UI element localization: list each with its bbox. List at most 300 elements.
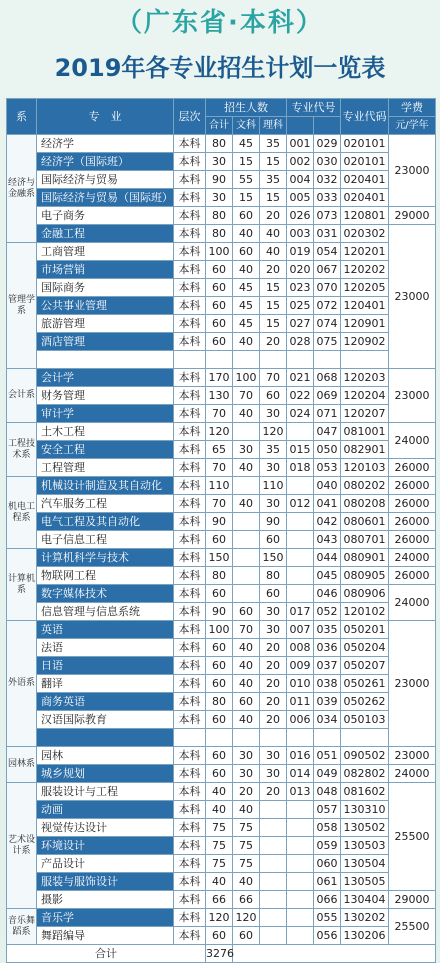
table-row bbox=[7, 819, 436, 837]
cell-c2: 035 bbox=[314, 621, 341, 639]
cell-major: 市场营销 bbox=[37, 261, 174, 279]
table-row bbox=[7, 387, 436, 405]
cell-sci: 80 bbox=[260, 567, 287, 585]
cell-level: 本科 bbox=[174, 513, 206, 531]
cell-c2: 032 bbox=[314, 171, 341, 189]
dept-cell: 机电工程系 bbox=[7, 477, 37, 549]
table-row bbox=[7, 639, 436, 657]
cell-arts: 40 bbox=[233, 639, 260, 657]
cell-total: 60 bbox=[206, 315, 233, 333]
cell-c1: 024 bbox=[287, 405, 314, 423]
cell-total: 80 bbox=[206, 567, 233, 585]
fee-cell: 25500 bbox=[389, 909, 436, 945]
cell-major: 服装与服饰设计 bbox=[37, 873, 174, 891]
cell-total: 60 bbox=[206, 765, 233, 783]
cell-code: 050204 bbox=[341, 639, 389, 657]
fee-cell: 23000 bbox=[389, 225, 436, 369]
cell-total: 90 bbox=[206, 513, 233, 531]
cell-major: 经济学（国际班） bbox=[37, 153, 174, 171]
cell-c2: 046 bbox=[314, 585, 341, 603]
table-row bbox=[7, 621, 436, 639]
cell-code bbox=[341, 351, 389, 369]
cell-c2: 051 bbox=[314, 747, 341, 765]
cell-total: 170 bbox=[206, 369, 233, 387]
cell-major: 电子商务 bbox=[37, 207, 174, 225]
cell-arts: 70 bbox=[233, 387, 260, 405]
header-major-code: 专业代码 bbox=[341, 99, 389, 135]
cell-c1: 027 bbox=[287, 315, 314, 333]
total-label: 合计 bbox=[7, 945, 206, 963]
cell-major: 旅游管理 bbox=[37, 315, 174, 333]
header-level: 层次 bbox=[174, 99, 206, 135]
cell-major: 摄影 bbox=[37, 891, 174, 909]
cell-level: 本科 bbox=[174, 171, 206, 189]
cell-c1: 025 bbox=[287, 297, 314, 315]
cell-c2: 039 bbox=[314, 693, 341, 711]
cell-level: 本科 bbox=[174, 711, 206, 729]
cell-c2: 059 bbox=[314, 837, 341, 855]
cell-code: 130503 bbox=[341, 837, 389, 855]
cell-total: 30 bbox=[206, 189, 233, 207]
cell-c1: 017 bbox=[287, 603, 314, 621]
cell-c2: 047 bbox=[314, 423, 341, 441]
cell-total: 110 bbox=[206, 477, 233, 495]
cell-arts: 45 bbox=[233, 315, 260, 333]
cell-major: 服装设计与工程 bbox=[37, 783, 174, 801]
cell-sci: 20 bbox=[260, 207, 287, 225]
cell-sci bbox=[260, 927, 287, 945]
cell-major: 工商管理 bbox=[37, 243, 174, 261]
cell-total: 66 bbox=[206, 891, 233, 909]
fee-cell: 26000 bbox=[389, 531, 436, 549]
cell-major: 园林 bbox=[37, 747, 174, 765]
fee-cell: 24000 bbox=[389, 549, 436, 567]
table-row bbox=[7, 207, 436, 225]
cell-c1 bbox=[287, 855, 314, 873]
cell-arts: 40 bbox=[233, 495, 260, 513]
cell-sci: 20 bbox=[260, 333, 287, 351]
cell-level: 本科 bbox=[174, 747, 206, 765]
cell-arts: 40 bbox=[233, 675, 260, 693]
cell-code: 120207 bbox=[341, 405, 389, 423]
cell-sci bbox=[260, 351, 287, 369]
cell-c1: 022 bbox=[287, 387, 314, 405]
cell-c2: 060 bbox=[314, 855, 341, 873]
cell-total: 60 bbox=[206, 585, 233, 603]
table-row bbox=[7, 567, 436, 585]
fee-cell: 26000 bbox=[389, 567, 436, 585]
fee-cell: 25500 bbox=[389, 783, 436, 891]
cell-c1 bbox=[287, 585, 314, 603]
cell-c2: 066 bbox=[314, 891, 341, 909]
cell-level: 本科 bbox=[174, 855, 206, 873]
cell-sci: 15 bbox=[260, 153, 287, 171]
fee-cell: 26000 bbox=[389, 477, 436, 495]
cell-c1: 011 bbox=[287, 693, 314, 711]
cell-c2: 038 bbox=[314, 675, 341, 693]
cell-arts: 75 bbox=[233, 855, 260, 873]
cell-major: 酒店管理 bbox=[37, 333, 174, 351]
cell-level: 本科 bbox=[174, 369, 206, 387]
cell-sci: 30 bbox=[260, 621, 287, 639]
cell-code: 080202 bbox=[341, 477, 389, 495]
cell-level: 本科 bbox=[174, 189, 206, 207]
table-row bbox=[7, 135, 436, 153]
cell-sci: 20 bbox=[260, 675, 287, 693]
cell-code: 081001 bbox=[341, 423, 389, 441]
cell-c1 bbox=[287, 477, 314, 495]
table-row bbox=[7, 495, 436, 513]
cell-c1 bbox=[287, 927, 314, 945]
cell-level bbox=[174, 729, 206, 747]
cell-sci: 15 bbox=[260, 279, 287, 297]
cell-total: 60 bbox=[206, 297, 233, 315]
dept-cell: 园林系 bbox=[7, 747, 37, 783]
cell-level: 本科 bbox=[174, 567, 206, 585]
cell-total: 150 bbox=[206, 549, 233, 567]
cell-major: 土木工程 bbox=[37, 423, 174, 441]
table-row bbox=[7, 153, 436, 171]
cell-major: 审计学 bbox=[37, 405, 174, 423]
cell-arts: 40 bbox=[233, 225, 260, 243]
cell-level: 本科 bbox=[174, 675, 206, 693]
table-row bbox=[7, 729, 436, 747]
cell-c1: 014 bbox=[287, 765, 314, 783]
cell-code: 130310 bbox=[341, 801, 389, 819]
cell-c1: 019 bbox=[287, 243, 314, 261]
cell-c1: 009 bbox=[287, 657, 314, 675]
cell-arts: 40 bbox=[233, 657, 260, 675]
header-major: 专 业 bbox=[37, 99, 174, 135]
table-row bbox=[7, 711, 436, 729]
cell-sci: 35 bbox=[260, 135, 287, 153]
cell-major: 信息管理与信息系统 bbox=[37, 603, 174, 621]
header-quota-total: 合计 bbox=[206, 117, 233, 135]
cell-code: 020101 bbox=[341, 153, 389, 171]
cell-major: 汽车服务工程 bbox=[37, 495, 174, 513]
fee-cell: 24000 bbox=[389, 765, 436, 783]
cell-c1 bbox=[287, 837, 314, 855]
cell-major: 国际经济与贸易 bbox=[37, 171, 174, 189]
table-row bbox=[7, 675, 436, 693]
cell-c1: 013 bbox=[287, 783, 314, 801]
cell-sci: 40 bbox=[260, 243, 287, 261]
cell-major bbox=[37, 351, 174, 369]
cell-arts: 40 bbox=[233, 261, 260, 279]
cell-code: 120401 bbox=[341, 297, 389, 315]
cell-total: 60 bbox=[206, 333, 233, 351]
cell-c2: 055 bbox=[314, 909, 341, 927]
cell-sci: 90 bbox=[260, 513, 287, 531]
cell-total: 75 bbox=[206, 837, 233, 855]
cell-level: 本科 bbox=[174, 423, 206, 441]
cell-level: 本科 bbox=[174, 405, 206, 423]
cell-c2: 029 bbox=[314, 135, 341, 153]
cell-major: 数字媒体技术 bbox=[37, 585, 174, 603]
cell-sci: 15 bbox=[260, 189, 287, 207]
cell-arts: 75 bbox=[233, 837, 260, 855]
cell-sci: 20 bbox=[260, 639, 287, 657]
header-code-group: 专业代号 bbox=[287, 99, 341, 117]
cell-arts: 15 bbox=[233, 153, 260, 171]
cell-c1 bbox=[287, 531, 314, 549]
cell-arts bbox=[233, 585, 260, 603]
cell-c2: 058 bbox=[314, 819, 341, 837]
cell-level: 本科 bbox=[174, 603, 206, 621]
cell-code: 130504 bbox=[341, 855, 389, 873]
cell-arts: 100 bbox=[233, 369, 260, 387]
cell-code: 080601 bbox=[341, 513, 389, 531]
cell-c2: 061 bbox=[314, 873, 341, 891]
cell-c2: 033 bbox=[314, 189, 341, 207]
cell-sci: 15 bbox=[260, 297, 287, 315]
cell-level: 本科 bbox=[174, 783, 206, 801]
cell-c2: 036 bbox=[314, 639, 341, 657]
cell-code: 120102 bbox=[341, 603, 389, 621]
header-quota-sci: 理科 bbox=[260, 117, 287, 135]
cell-c2 bbox=[314, 729, 341, 747]
cell-c1: 004 bbox=[287, 171, 314, 189]
cell-c2: 044 bbox=[314, 549, 341, 567]
cell-arts: 40 bbox=[233, 873, 260, 891]
cell-c2: 072 bbox=[314, 297, 341, 315]
table-row bbox=[7, 693, 436, 711]
cell-arts: 45 bbox=[233, 279, 260, 297]
table-row bbox=[7, 585, 436, 603]
cell-level: 本科 bbox=[174, 693, 206, 711]
fee-cell: 29000 bbox=[389, 891, 436, 909]
cell-major: 动画 bbox=[37, 801, 174, 819]
cell-sci: 35 bbox=[260, 171, 287, 189]
cell-code: 050201 bbox=[341, 621, 389, 639]
cell-c2: 057 bbox=[314, 801, 341, 819]
table-row bbox=[7, 531, 436, 549]
table-row bbox=[7, 441, 436, 459]
cell-code: 050262 bbox=[341, 693, 389, 711]
table-row bbox=[7, 783, 436, 801]
cell-sci bbox=[260, 819, 287, 837]
cell-major: 国际经济与贸易（国际班） bbox=[37, 189, 174, 207]
cell-level bbox=[174, 351, 206, 369]
cell-sci bbox=[260, 873, 287, 891]
cell-c2: 070 bbox=[314, 279, 341, 297]
cell-arts: 40 bbox=[233, 711, 260, 729]
cell-level: 本科 bbox=[174, 765, 206, 783]
cell-total bbox=[206, 729, 233, 747]
cell-total: 130 bbox=[206, 387, 233, 405]
cell-major: 财务管理 bbox=[37, 387, 174, 405]
cell-sci: 60 bbox=[260, 387, 287, 405]
cell-c2: 048 bbox=[314, 783, 341, 801]
cell-arts: 60 bbox=[233, 207, 260, 225]
cell-c1: 007 bbox=[287, 621, 314, 639]
cell-code: 080208 bbox=[341, 495, 389, 513]
cell-level: 本科 bbox=[174, 819, 206, 837]
cell-level: 本科 bbox=[174, 873, 206, 891]
cell-c1: 003 bbox=[287, 225, 314, 243]
cell-major: 音乐学 bbox=[37, 909, 174, 927]
cell-level: 本科 bbox=[174, 801, 206, 819]
cell-arts: 55 bbox=[233, 171, 260, 189]
cell-arts: 30 bbox=[233, 765, 260, 783]
cell-arts: 20 bbox=[233, 783, 260, 801]
cell-total: 60 bbox=[206, 747, 233, 765]
cell-total bbox=[206, 351, 233, 369]
cell-total: 70 bbox=[206, 459, 233, 477]
cell-c1: 006 bbox=[287, 711, 314, 729]
cell-sci: 120 bbox=[260, 423, 287, 441]
cell-level: 本科 bbox=[174, 279, 206, 297]
cell-level: 本科 bbox=[174, 549, 206, 567]
cell-arts: 40 bbox=[233, 459, 260, 477]
cell-c2: 034 bbox=[314, 711, 341, 729]
cell-level: 本科 bbox=[174, 207, 206, 225]
cell-sci: 40 bbox=[260, 225, 287, 243]
dept-cell: 管理学系 bbox=[7, 243, 37, 369]
cell-sci: 70 bbox=[260, 369, 287, 387]
cell-code: 050103 bbox=[341, 711, 389, 729]
cell-total: 70 bbox=[206, 495, 233, 513]
cell-c2: 031 bbox=[314, 225, 341, 243]
cell-total: 120 bbox=[206, 909, 233, 927]
cell-sci: 35 bbox=[260, 441, 287, 459]
cell-arts bbox=[233, 477, 260, 495]
cell-total: 60 bbox=[206, 531, 233, 549]
cell-major: 产品设计 bbox=[37, 855, 174, 873]
cell-sci: 20 bbox=[260, 711, 287, 729]
cell-major: 公共事业管理 bbox=[37, 297, 174, 315]
cell-code: 120202 bbox=[341, 261, 389, 279]
cell-major: 金融工程 bbox=[37, 225, 174, 243]
table-row bbox=[7, 405, 436, 423]
table-row bbox=[7, 657, 436, 675]
cell-c1: 005 bbox=[287, 189, 314, 207]
cell-sci: 110 bbox=[260, 477, 287, 495]
cell-level: 本科 bbox=[174, 927, 206, 945]
cell-major: 计算机科学与技术 bbox=[37, 549, 174, 567]
cell-arts: 60 bbox=[233, 693, 260, 711]
cell-sci: 20 bbox=[260, 783, 287, 801]
cell-major: 物联网工程 bbox=[37, 567, 174, 585]
cell-sci: 30 bbox=[260, 765, 287, 783]
cell-level: 本科 bbox=[174, 297, 206, 315]
cell-major: 城乡规划 bbox=[37, 765, 174, 783]
cell-c2: 049 bbox=[314, 765, 341, 783]
total-value: 3276 bbox=[206, 945, 233, 963]
cell-c1: 021 bbox=[287, 369, 314, 387]
cell-level: 本科 bbox=[174, 909, 206, 927]
cell-total: 100 bbox=[206, 243, 233, 261]
cell-arts: 60 bbox=[233, 243, 260, 261]
cell-sci: 30 bbox=[260, 747, 287, 765]
cell-sci bbox=[260, 855, 287, 873]
cell-sci: 150 bbox=[260, 549, 287, 567]
cell-major: 国际商务 bbox=[37, 279, 174, 297]
cell-c1 bbox=[287, 549, 314, 567]
cell-c2: 075 bbox=[314, 333, 341, 351]
cell-code: 090502 bbox=[341, 747, 389, 765]
cell-major: 会计学 bbox=[37, 369, 174, 387]
cell-major bbox=[37, 729, 174, 747]
dept-cell: 经济与金融系 bbox=[7, 135, 37, 243]
cell-total: 80 bbox=[206, 693, 233, 711]
dept-cell: 计算机系 bbox=[7, 549, 37, 621]
cell-c1 bbox=[287, 423, 314, 441]
cell-major: 电子信息工程 bbox=[37, 531, 174, 549]
cell-arts: 45 bbox=[233, 135, 260, 153]
cell-c1 bbox=[287, 513, 314, 531]
dept-cell: 音乐舞蹈系 bbox=[7, 909, 37, 945]
cell-c1: 002 bbox=[287, 153, 314, 171]
table-row bbox=[7, 315, 436, 333]
cell-c1: 028 bbox=[287, 333, 314, 351]
cell-arts bbox=[233, 531, 260, 549]
cell-c2: 040 bbox=[314, 477, 341, 495]
fee-cell: 24000 bbox=[389, 423, 436, 459]
cell-sci: 20 bbox=[260, 693, 287, 711]
table-row bbox=[7, 369, 436, 387]
cell-total: 60 bbox=[206, 675, 233, 693]
cell-code: 130202 bbox=[341, 909, 389, 927]
cell-code: 130505 bbox=[341, 873, 389, 891]
cell-code bbox=[341, 729, 389, 747]
cell-major: 工程管理 bbox=[37, 459, 174, 477]
cell-sci bbox=[260, 891, 287, 909]
table-row bbox=[7, 549, 436, 567]
cell-code: 020401 bbox=[341, 171, 389, 189]
cell-major: 环境设计 bbox=[37, 837, 174, 855]
cell-c2: 043 bbox=[314, 531, 341, 549]
cell-total: 75 bbox=[206, 855, 233, 873]
fee-cell: 29000 bbox=[389, 207, 436, 225]
cell-c1 bbox=[287, 801, 314, 819]
cell-total: 40 bbox=[206, 801, 233, 819]
cell-code: 020302 bbox=[341, 225, 389, 243]
cell-c2: 074 bbox=[314, 315, 341, 333]
cell-c2: 050 bbox=[314, 441, 341, 459]
cell-c2: 067 bbox=[314, 261, 341, 279]
table-row bbox=[7, 801, 436, 819]
table-row bbox=[7, 513, 436, 531]
table-row bbox=[7, 909, 436, 927]
table-row bbox=[7, 747, 436, 765]
table-row bbox=[7, 189, 436, 207]
cell-c1: 008 bbox=[287, 639, 314, 657]
cell-code: 120203 bbox=[341, 369, 389, 387]
cell-level: 本科 bbox=[174, 387, 206, 405]
cell-c2: 030 bbox=[314, 153, 341, 171]
cell-total: 60 bbox=[206, 657, 233, 675]
cell-major: 法语 bbox=[37, 639, 174, 657]
header-code-arts bbox=[287, 117, 314, 135]
table-row bbox=[7, 351, 436, 369]
cell-code: 080905 bbox=[341, 567, 389, 585]
admission-plan-table bbox=[6, 98, 436, 963]
cell-c2: 037 bbox=[314, 657, 341, 675]
cell-major: 英语 bbox=[37, 621, 174, 639]
cell-c1 bbox=[287, 729, 314, 747]
table-row bbox=[7, 261, 436, 279]
cell-major: 视觉传达设计 bbox=[37, 819, 174, 837]
table-row bbox=[7, 279, 436, 297]
cell-sci bbox=[260, 837, 287, 855]
table-body bbox=[7, 135, 436, 945]
cell-level: 本科 bbox=[174, 441, 206, 459]
cell-level: 本科 bbox=[174, 153, 206, 171]
cell-total: 90 bbox=[206, 603, 233, 621]
cell-level: 本科 bbox=[174, 495, 206, 513]
cell-major: 机械设计制造及其自动化 bbox=[37, 477, 174, 495]
